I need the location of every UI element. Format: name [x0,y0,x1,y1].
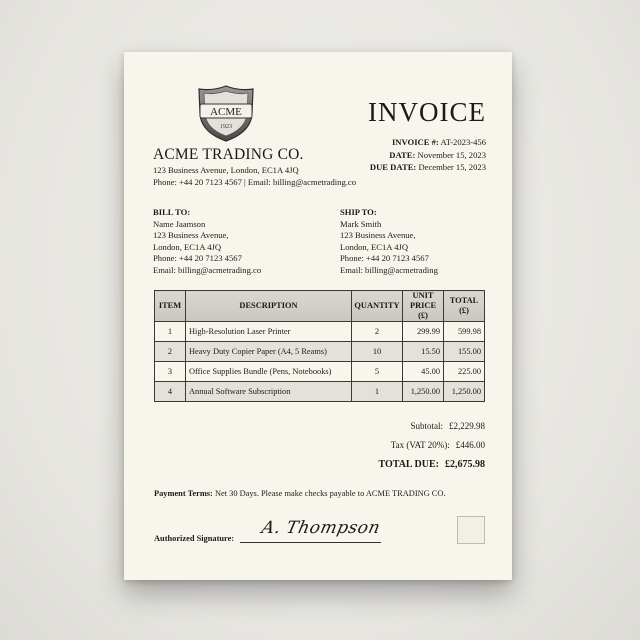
invoice-number-label: INVOICE #: [391,137,439,147]
total-due-value: £2,675.98 [445,459,485,470]
cell-quantity: 10 [352,342,403,362]
cell-item: 2 [155,342,186,362]
logo-text: ACME [210,106,242,118]
header-description: DESCRIPTION [186,291,352,322]
tax-label: Tax (VAT 20%): [390,440,450,450]
bill-to-line: London, EC1A 4JQ [153,241,222,252]
bill-to-heading: BILL TO: [153,207,191,217]
ship-to-heading: SHIP TO: [340,207,377,217]
invoice-number-row [370,136,486,149]
invoice-due-date: December 15, 2023 [418,162,486,172]
ship-to-block [340,207,438,277]
subtotal-value: £2,229.98 [449,421,485,431]
invoice-due-label: DUE DATE: [369,162,417,172]
header-unit-price: UNIT PRICE (£) [403,291,444,322]
cell-item: 1 [155,322,186,342]
cell-description: Heavy Duty Copier Paper (A4, 5 Reams) [186,342,352,362]
ship-to-line: Mark Smith [340,218,382,229]
cell-total: 1,250.00 [444,382,485,402]
total-due-row [379,455,485,474]
table-header-row [155,291,485,322]
tax-value: £446.00 [455,440,485,450]
cell-description: Office Supplies Bundle (Pens, Notebooks) [186,362,352,382]
table-row [155,382,485,402]
cell-description: Annual Software Subscription [186,382,352,402]
ship-to-line: Phone: +44 20 7123 4567 [340,253,429,264]
payment-terms-label: Payment Terms: [154,489,213,498]
invoice-date-label: DATE: [389,149,416,160]
stamp-box [457,516,485,544]
cell-total: 225.00 [444,362,485,382]
cell-unit-price: 15.50 [403,342,444,362]
payment-terms-text: Net 30 Days. Please make checks payable to ACME TRADING CO. [214,489,446,498]
company-name: ACME TRADING CO. [153,146,304,163]
table-row [155,362,485,382]
tax-row [379,436,485,455]
bill-to-line: Phone: +44 20 7123 4567 [153,253,242,264]
bill-to-block [153,207,261,277]
invoice-date: November 15, 2023 [417,149,486,160]
invoice-number: AT-2023-456 [440,137,486,147]
signature-handwriting: A. Thompson [259,518,383,538]
ship-to-line: Email: billing@acmetrading [340,264,438,275]
invoice-date-row [370,149,486,162]
cell-unit-price: 1,250.00 [403,382,444,402]
items-table [154,290,485,402]
company-address-block [153,165,356,188]
invoice-title: INVOICE [368,97,486,127]
cell-total: 155.00 [444,342,485,362]
totals-block [379,417,485,474]
bill-to-line: Name Jaamson [153,218,206,229]
cell-quantity: 2 [352,322,403,342]
header-total: TOTAL (£) [444,291,485,322]
logo-year: 1923 [220,124,232,130]
invoice-meta [370,136,486,174]
acme-shield-logo [196,84,256,142]
cell-item: 4 [155,382,186,402]
cell-description: High-Resolution Laser Printer [186,322,352,342]
ship-to-line: London, EC1A 4JQ [340,241,409,252]
cell-quantity: 5 [352,362,403,382]
header-quantity: QUANTITY [352,291,403,322]
bill-to-line: 123 Business Avenue, [153,230,229,241]
signature-label: Authorized Signature: [154,534,235,543]
subtotal-row [379,417,485,436]
signature-line [240,542,381,543]
invoice-due-row [370,161,486,174]
total-due-label: TOTAL DUE: [378,459,439,470]
table-row [155,322,485,342]
invoice-sheet [124,52,512,580]
header-item: ITEM [155,291,186,322]
cell-item: 3 [155,362,186,382]
bill-to-line: Email: billing@acmetrading.co [153,264,262,275]
cell-unit-price: 299.99 [403,322,444,342]
company-address: 123 Business Avenue, London, EC1A 4JQ [153,165,299,175]
ship-to-line: 123 Business Avenue, [340,230,416,241]
table-row [155,342,485,362]
cell-quantity: 1 [352,382,403,402]
cell-total: 599.98 [444,322,485,342]
cell-unit-price: 45.00 [403,362,444,382]
subtotal-label: Subtotal: [410,421,443,431]
company-contact: Phone: +44 20 7123 4567 | Email: billing@acmetrading.co [153,176,357,187]
payment-terms [154,489,446,498]
